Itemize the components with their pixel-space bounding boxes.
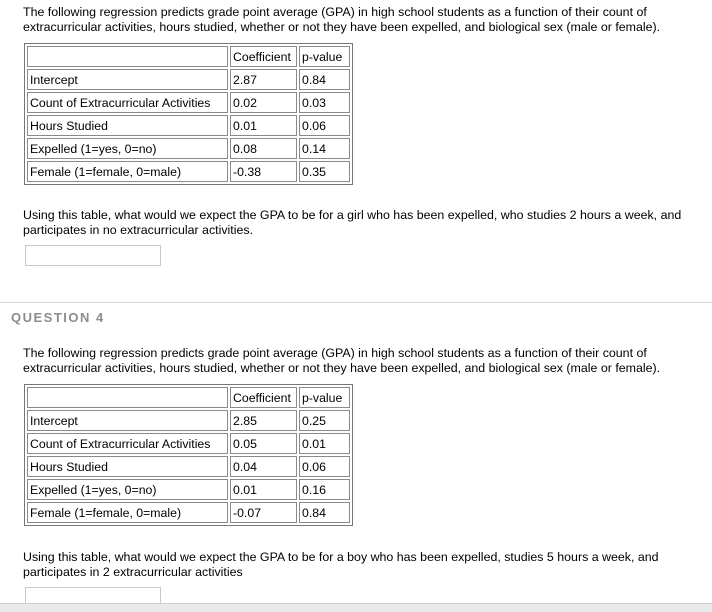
variable-cell: Female (1=female, 0=male) (27, 502, 228, 523)
header-empty-cell (27, 387, 228, 408)
header-p-value: p-value (299, 46, 350, 67)
variable-cell: Count of Extracurricular Activities (27, 92, 228, 113)
coefficient-cell: -0.38 (230, 161, 297, 182)
coefficient-cell: 0.05 (230, 433, 297, 454)
p-value-cell: 0.06 (299, 456, 350, 477)
p-value-cell: 0.16 (299, 479, 350, 500)
q3-answer-input[interactable] (25, 245, 161, 266)
coefficient-cell: 2.87 (230, 69, 297, 90)
table-header-row (27, 46, 350, 67)
table-row (27, 161, 350, 182)
variable-cell: Expelled (1=yes, 0=no) (27, 138, 228, 159)
q4-question-text: Using this table, what would we expect the GPA to be for a boy who has been expelled, studies 5 hours a week, and participates in 2 extracurricular activities (23, 550, 659, 579)
q4-regression-table (24, 384, 353, 526)
variable-cell: Hours Studied (27, 115, 228, 136)
p-value-cell: 0.25 (299, 410, 350, 431)
coefficient-cell: 0.01 (230, 479, 297, 500)
p-value-cell: 0.03 (299, 92, 350, 113)
variable-cell: Expelled (1=yes, 0=no) (27, 479, 228, 500)
coefficient-cell: -0.07 (230, 502, 297, 523)
p-value-cell: 0.35 (299, 161, 350, 182)
p-value-cell: 0.14 (299, 138, 350, 159)
coefficient-cell: 0.02 (230, 92, 297, 113)
q4-prompt: The following regression predicts grade point average (GPA) in high school students as a function of their count of extracurricular activities, hours studied, whether or not they have been expelled, and biological sex (male or female). (23, 346, 661, 375)
p-value-cell: 0.84 (299, 69, 350, 90)
variable-cell: Female (1=female, 0=male) (27, 161, 228, 182)
header-coefficient: Coefficient (230, 387, 297, 408)
variable-cell: Intercept (27, 69, 228, 90)
q3-prompt: The following regression predicts grade point average (GPA) in high school students as a function of their count of extracurricular activities, hours studied, whether or not they have been expelled, and biological sex (male or female). (23, 5, 661, 34)
table-row (27, 69, 350, 90)
table-row (27, 502, 350, 523)
table-row (27, 115, 350, 136)
coefficient-cell: 2.85 (230, 410, 297, 431)
p-value-cell: 0.84 (299, 502, 350, 523)
variable-cell: Count of Extracurricular Activities (27, 433, 228, 454)
table-row (27, 433, 350, 454)
p-value-cell: 0.06 (299, 115, 350, 136)
table-row (27, 479, 350, 500)
header-empty-cell (27, 46, 228, 67)
table-row (27, 410, 350, 431)
q3-question-text: Using this table, what would we expect the GPA to be for a girl who has been expelled, who studies 2 hours a week, and participates in no extracurricular activities. (23, 208, 682, 237)
table-row (27, 456, 350, 477)
table-row (27, 138, 350, 159)
coefficient-cell: 0.04 (230, 456, 297, 477)
table-row (27, 92, 350, 113)
variable-cell: Hours Studied (27, 456, 228, 477)
coefficient-cell: 0.08 (230, 138, 297, 159)
coefficient-cell: 0.01 (230, 115, 297, 136)
header-p-value: p-value (299, 387, 350, 408)
variable-cell: Intercept (27, 410, 228, 431)
table-header-row (27, 387, 350, 408)
question-4-label: QUESTION 4 (11, 310, 105, 325)
question-divider (0, 302, 712, 303)
q3-regression-table (24, 43, 353, 185)
p-value-cell: 0.01 (299, 433, 350, 454)
header-coefficient: Coefficient (230, 46, 297, 67)
